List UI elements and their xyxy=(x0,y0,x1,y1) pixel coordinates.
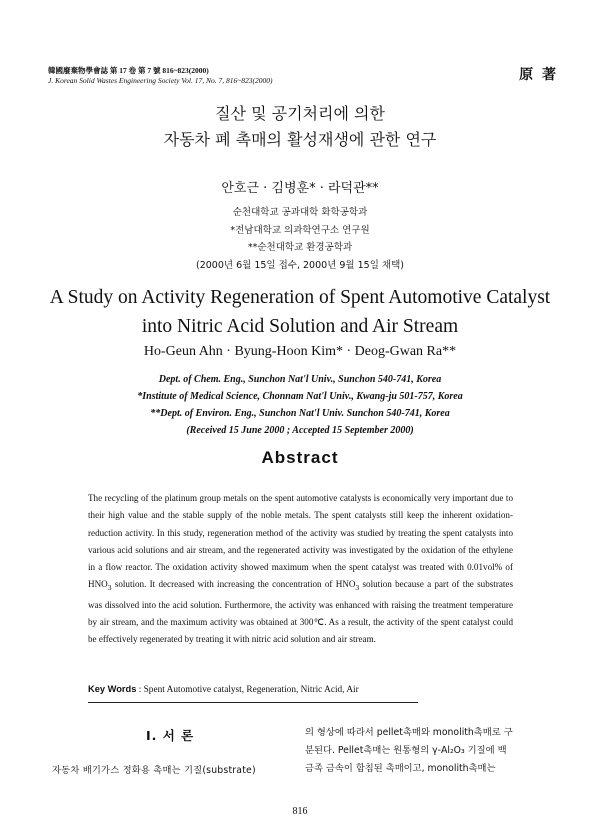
keywords-label: Key Words xyxy=(88,684,137,694)
abstract-text: solution because a part of the substrates was dissolved into the acid solution. Furthermore, the activity was enhanced with raising the treatment temperature by air stream, and the maximum activity was obtained at 300℃. As a result, the activity of the spent catalyst could be effectively regenerated by treating it with nitric acid solution and air stream. xyxy=(88,579,513,645)
subscript: 3 xyxy=(107,583,112,593)
keywords-divider xyxy=(88,702,418,703)
page-number: 816 xyxy=(292,806,308,817)
abstract-body xyxy=(88,490,513,648)
english-authors: Ho-Geun Ahn · Byung-Hoon Kim* · Deog-Gwan Ra** xyxy=(143,344,457,359)
abstract-heading: Abstract xyxy=(261,448,339,467)
korean-authors: 안호근 · 김병훈* · 라덕관** xyxy=(221,181,379,196)
korean-title-line: 질산 및 공기처리에 의한 xyxy=(215,104,385,123)
korean-title-line: 자동차 폐 촉매의 활성재생에 관한 연구 xyxy=(163,130,437,149)
body-text-line: 금족 금속이 함침된 촉매이고, monolith촉매는 xyxy=(305,763,496,774)
english-affiliation: Dept. of Chem. Eng., Sunchon Nat'l Univ., Sunchon 540-741, Korea xyxy=(158,374,442,385)
english-affiliation: **Dept. of Environ. Eng., Sunchon Nat'l Univ. Sunchon 540-741, Korea xyxy=(150,408,450,419)
korean-received-date: (2000년 6월 15일 접수, 2000년 9월 15일 채택) xyxy=(196,259,404,271)
english-title xyxy=(0,283,600,341)
korean-affiliation: *전남대학교 의과학연구소 연구원 xyxy=(230,224,370,236)
english-affiliations xyxy=(0,371,600,439)
keywords-text: : Spent Automotive catalyst, Regeneration, Nitric Acid, Air xyxy=(136,685,359,695)
english-received-date: (Received 15 June 2000 ; Accepted 15 September 2000) xyxy=(186,425,414,436)
article-type-label: 原 著 xyxy=(519,67,558,83)
journal-citation-english: J. Korean Solid Wastes Engineering Society Vol. 17, No. 7, 816~823(2000) xyxy=(48,76,273,85)
korean-affiliation: 순천대학교 공과대학 화학공학과 xyxy=(232,207,368,218)
subscript: 3 xyxy=(355,583,360,593)
english-title-line: into Nitric Acid Solution and Air Stream xyxy=(141,316,459,337)
body-text-line: 의 형상에 따라서 pellet촉매와 monolith촉매로 구 xyxy=(305,727,513,738)
english-title-line: A Study on Activity Regeneration of Spent Automotive Catalyst xyxy=(49,287,551,308)
journal-header xyxy=(48,66,558,86)
section-title-introduction: Ⅰ. 서 론 xyxy=(146,728,195,743)
korean-affiliation: **순천대학교 환경공학과 xyxy=(247,242,353,253)
korean-title xyxy=(0,101,600,153)
keywords xyxy=(88,684,359,695)
body-text-line: 분된다. Pellet촉매는 원통형의 γ-Al₂O₃ 기질에 백 xyxy=(305,745,507,756)
journal-citation-korean: 韓國廢棄物學會誌 第 17 卷 第 7 號 816~823(2000) xyxy=(48,66,209,75)
english-affiliation: *Institute of Medical Science, Chonnam Nat'l Univ., Kwang-ju 501-757, Korea xyxy=(137,391,463,402)
korean-affiliations xyxy=(0,204,600,274)
abstract-text: The recycling of the platinum group metals on the spent automotive catalysts is economically very important due to their high value and the stable supply of the noble metals. The spent catalysts still keep the inherent oxidation-reduction activity. In this study, regeneration method of the activity was studied by treating the spent catalysts into various acid solutions and air stream, and the regenerated activity was investigated by the oxidation of the ethylene in a flow reactor. The oxidation activity showed maximum when the spent catalyst was treated with 0.01vol% of HNO xyxy=(88,493,513,590)
body-right-column xyxy=(305,724,555,778)
body-text-line: 자동차 배기가스 정화용 촉매는 기질(substrate) xyxy=(52,765,256,776)
body-left-column xyxy=(52,762,292,780)
abstract-text: solution. It decreased with increasing the concentration of HNO xyxy=(111,579,356,590)
